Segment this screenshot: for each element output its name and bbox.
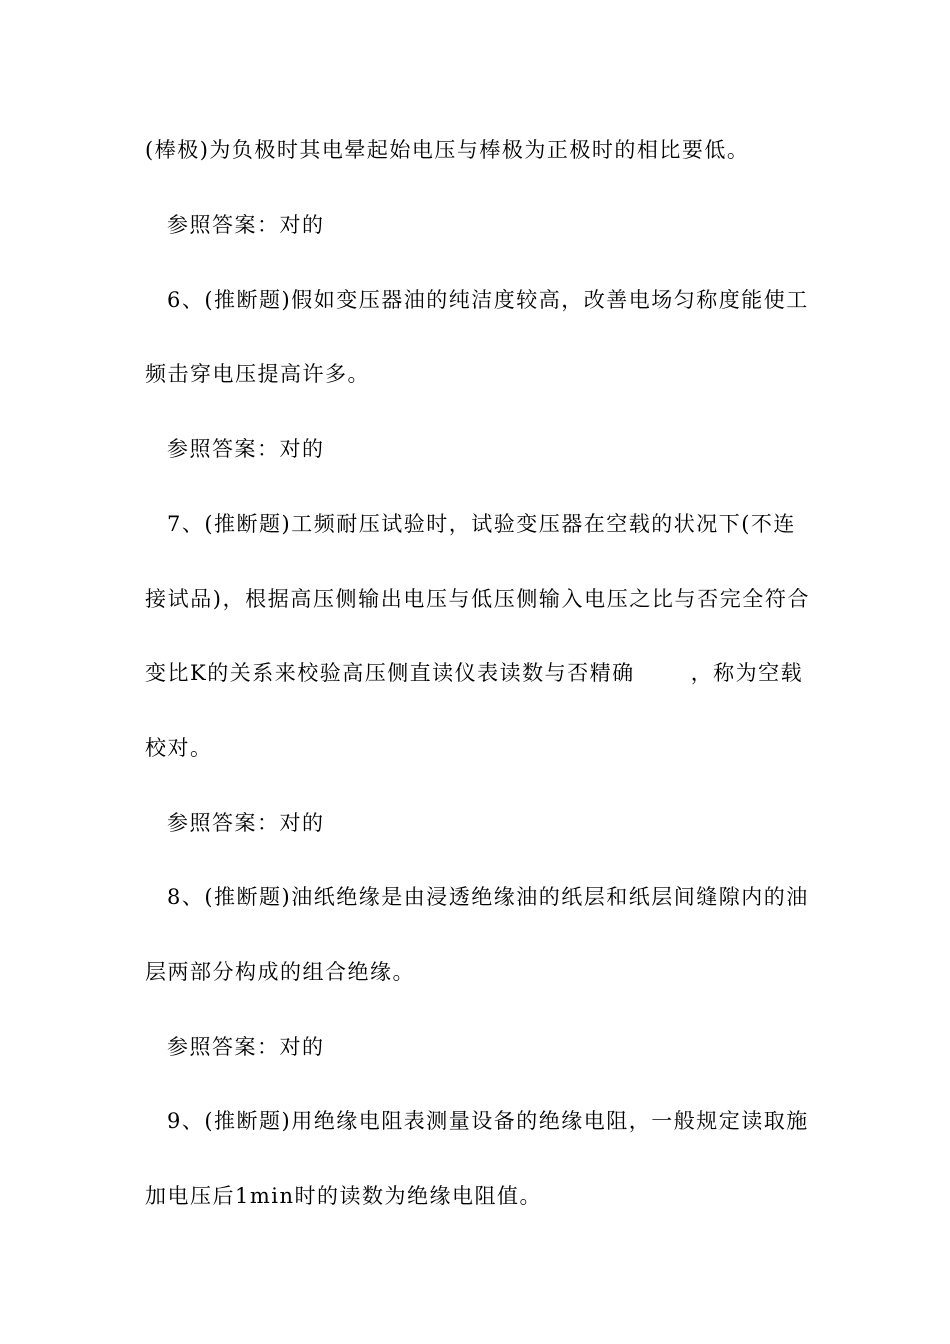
- question-7-line-3: [145, 660, 810, 686]
- question-6-line-2: 频击穿电压提高许多。: [145, 362, 370, 386]
- answer-line: 参照答案：对的: [167, 1035, 325, 1059]
- question-7-line-4: 校对。: [145, 736, 213, 760]
- text-line: (棒极)为负极时其电晕起始电压与棒极为正极时的相比要低。: [145, 138, 750, 162]
- answer-line: 参照答案：对的: [167, 213, 325, 237]
- question-9-line-2: 加电压后1min时的读数为绝缘电阻值。: [145, 1184, 543, 1208]
- question-9-line-1: 9、(推断题)用绝缘电阻表测量设备的绝缘电阻，一般规定读取施: [167, 1109, 809, 1133]
- question-7-line-1: 7、(推断题)工频耐压试验时，试验变压器在空载的状况下(不连: [167, 512, 796, 536]
- question-7-line-2: 接试品)，根据高压侧输出电压与低压侧输入电压之比与否完全符合: [145, 587, 810, 611]
- question-7-line-3-part-1: 变比K的关系来校验高压侧直读仪表读数与否精确: [145, 661, 635, 685]
- question-7-line-3-part-2: ，称为空载: [690, 661, 804, 685]
- question-8-line-1: 8、(推断题)油纸绝缘是由浸透绝缘油的纸层和纸层间缝隙内的油: [167, 885, 809, 909]
- question-8-line-2: 层两部分构成的组合绝缘。: [145, 960, 415, 984]
- answer-line: 参照答案：对的: [167, 811, 325, 835]
- answer-line: 参照答案：对的: [167, 437, 325, 461]
- question-6-line-1: 6、(推断题)假如变压器油的纯洁度较高，改善电场匀称度能使工: [167, 288, 809, 312]
